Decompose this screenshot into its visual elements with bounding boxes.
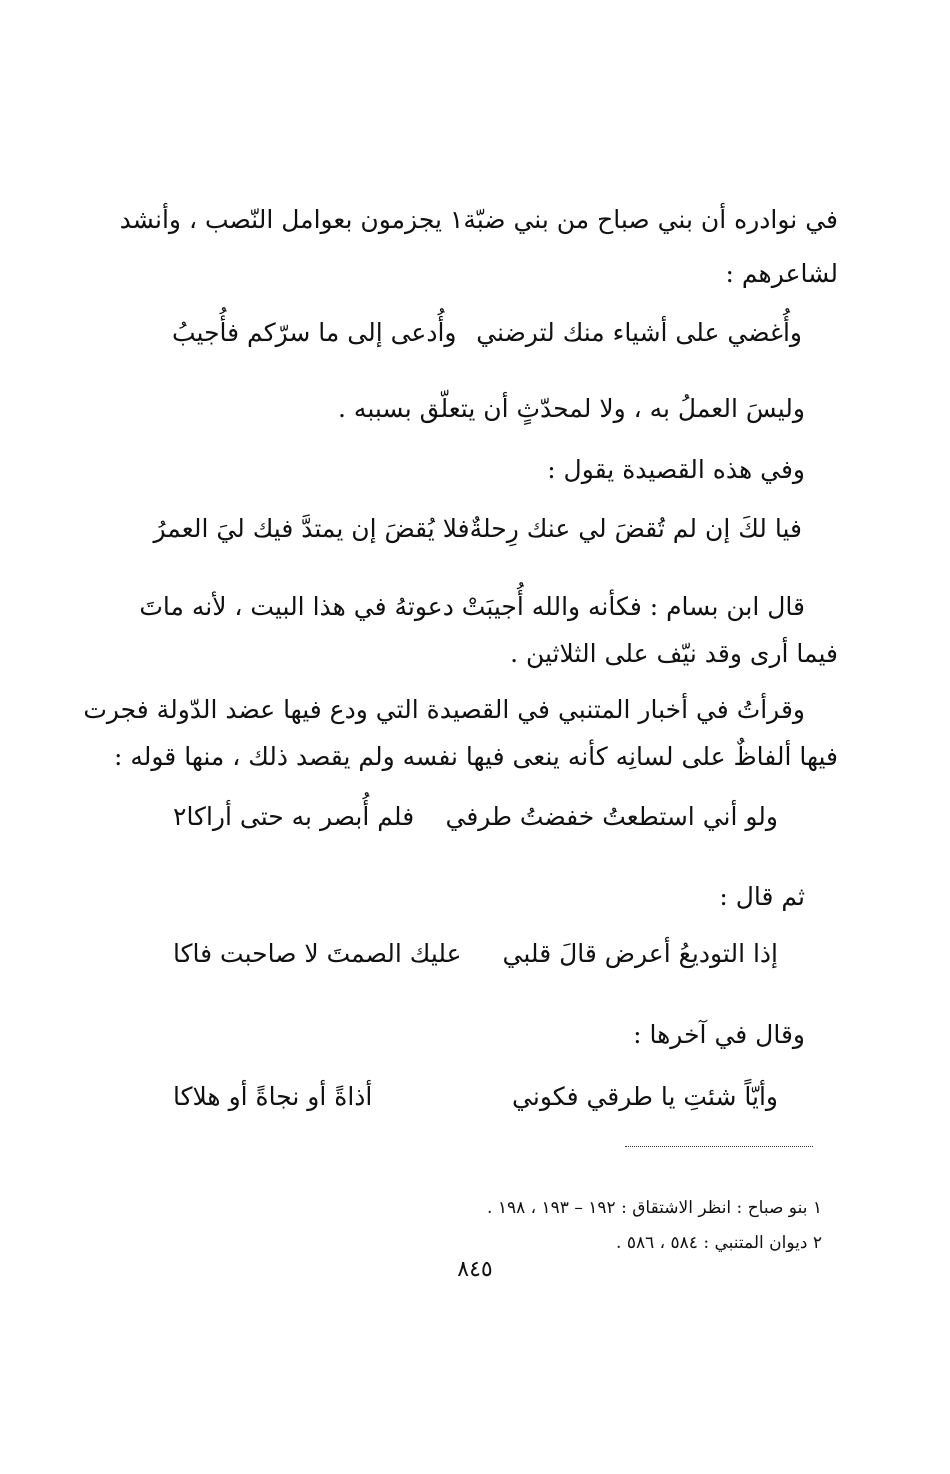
paragraph-6-line-1: ثم قال : [719,882,805,911]
verse-1-second-hemistich: وأُدعى إلى ما سرّكم فأُجيبُ [172,318,457,347]
verse-3-second-hemistich: فلم أُبصر به حتى أراكا٢ [173,802,415,831]
paragraph-4-line-1: قال ابن بسام : فكأنه والله أُجيبَتْ دعوتهُ في هذا البيت ، لأنه ماتَ [139,592,805,621]
paragraph-1-line-2: لشاعرهم : [725,259,838,288]
verse-2 [153,512,802,546]
verse-4-second-hemistich: عليك الصمتَ لا صاحبت فاكا [173,939,462,968]
verse-4 [173,937,778,971]
verse-3-first-hemistich: ولو أني استطعتُ خفضتُ طرفي [445,802,778,831]
paragraph-5-line-2: فيها ألفاظٌ على لسانِه كأنه ينعى فيها نفسه ولم يقصد ذلك ، منها قوله : [114,742,838,771]
footnote-separator [625,1146,813,1147]
paragraph-2-line-1: وليسَ العملُ به ، ولا لمحدّثٍ أن يتعلّق بسببه . [338,394,805,423]
verse-1-first-hemistich: وأُغضي على أشياء منك لترضني [476,318,802,347]
verse-2-second-hemistich: فلا يُقضَ إن يمتدَّ فيك ليَ العمرُ [153,514,470,543]
verse-5 [173,1080,778,1114]
verse-4-first-hemistich: إذا التوديعُ أعرض قالَ قلبي [502,939,778,968]
paragraph-5-line-1: وقرأتُ في أخبار المتنبي في القصيدة التي ودع فيها عضد الدّولة فجرت [83,695,805,724]
paragraph-1-line-1: في نوادره أن بني صباح من بني ضبّة١ يجزمون بعوامل النّصب ، وأنشد [119,205,838,234]
paragraph-3-line-1: وفي هذه القصيدة يقول : [547,455,805,484]
verse-5-first-hemistich: وأيّاً شئتِ يا طرقي فكوني [512,1082,778,1111]
verse-3 [173,800,778,834]
footnote-1: ١ بنو صباح : انظر الاشتقاق : ١٩٢ – ١٩٣ ، ١٩٨ . [487,1198,822,1218]
verse-2-first-hemistich: فيا لكَ إن لم تُقضَ لي عنك رِحلةٌ [469,514,802,543]
paragraph-7-line-1: وقال في آخرها : [633,1020,805,1049]
paragraph-4-line-2: فيما أرى وقد نيّف على الثلاثين . [510,639,838,668]
verse-1 [172,316,802,350]
footnote-2: ٢ ديوان المتنبي : ٥٨٤ ، ٥٨٦ . [616,1233,822,1253]
verse-5-second-hemistich: أذاةً أو نجاةً أو هلاكا [173,1082,373,1111]
page-number: ٨٤٥ [457,1257,493,1282]
